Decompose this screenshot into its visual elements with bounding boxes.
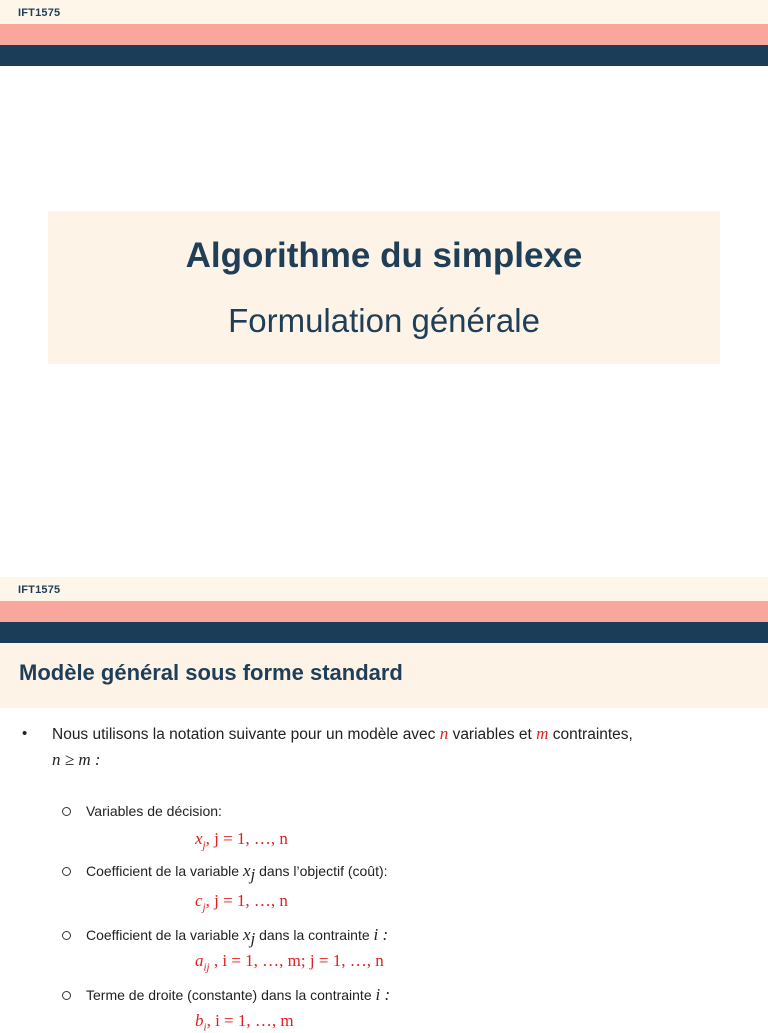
course-code: IFT1575: [18, 584, 61, 596]
formula-decision-vars: $x_j$, j = 1, …, n: [195, 829, 288, 852]
circle-bullet-icon: [62, 807, 71, 816]
list-item: Terme de droite (constante) dans la contrainte i :: [62, 985, 390, 1005]
circle-bullet-icon: [62, 931, 71, 940]
formula-rhs: $b_i$, i = 1, …, m: [195, 1011, 294, 1033]
var-n: n: [439, 724, 449, 743]
circle-bullet-icon: [62, 991, 71, 1000]
list-item: Coefficient de la variable $x_j$ dans la contrainte i :: [62, 925, 388, 949]
bullet-text: Nous utilisons la notation suivante pour un modèle avec n variables et m contraintes, n ≥ m :: [52, 724, 633, 769]
header-strip: [0, 577, 768, 601]
formula-constraint-coef: $a_{ij}$ , i = 1, …, m; j = 1, …, n: [195, 951, 384, 974]
bullet-dot-icon: •: [22, 725, 28, 742]
slide-subtitle: Formulation générale: [228, 302, 540, 339]
header-strip: [0, 0, 768, 24]
circle-bullet-icon: [62, 867, 71, 876]
header-band-navy: [0, 45, 768, 66]
list-item: Variables de décision:: [62, 803, 222, 819]
header-band-salmon: [0, 601, 768, 622]
header-band-salmon: [0, 24, 768, 45]
title-box: [48, 211, 720, 364]
header-band-navy: [0, 622, 768, 643]
section-header: [0, 643, 768, 708]
course-code: IFT1575: [18, 7, 61, 19]
section-title: Modèle général sous forme standard: [19, 660, 403, 685]
slide-title: Algorithme du simplexe: [185, 236, 583, 275]
list-item: Coefficient de la variable $x_j$ dans l’objectif (coût):: [62, 861, 388, 885]
formula-cost: $c_j$, j = 1, …, n: [195, 891, 288, 914]
var-m: m: [536, 724, 549, 743]
condition-n-ge-m: n ≥ m :: [52, 750, 101, 769]
content-slide: [0, 577, 768, 1033]
